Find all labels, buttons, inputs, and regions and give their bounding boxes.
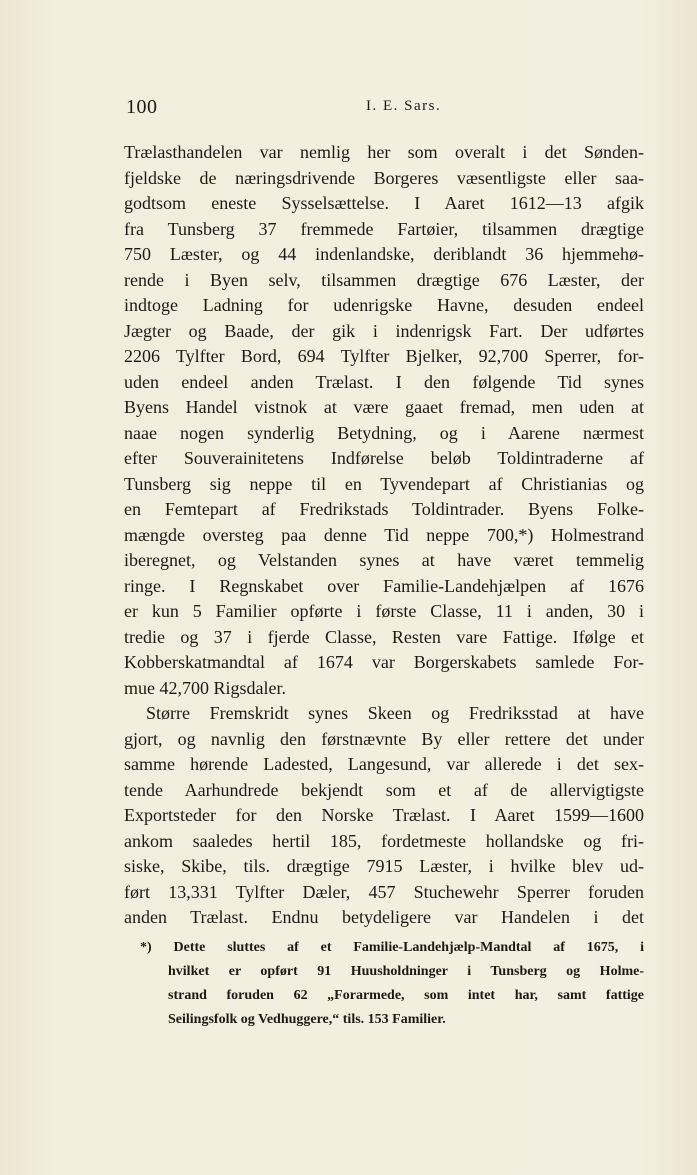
- text-line: tredie og 37 i fjerde Classe, Resten vare Fattige. Ifølge et: [124, 626, 644, 647]
- running-head: I. E. Sars.: [366, 98, 442, 114]
- text-line: Byens Handel vistnok at være gaaet fremad, men uden at: [124, 397, 644, 417]
- footnote-line: Seilingsfolk og Vedhuggere,“ tils. 153 Familier.: [168, 1012, 446, 1027]
- text-line: efter Souverainitetens Indførelse beløb Toldintraderne af: [124, 448, 644, 468]
- footnote-line: *) Dette sluttes af et Familie-Landehjælp-Mandtal af 1675, i: [140, 940, 644, 955]
- text-line: 2206 Tylfter Bord, 694 Tylfter Bjelker, 92,700 Sperrer, for-: [124, 346, 644, 366]
- text-line: Trælasthandelen var nemlig her som overalt i det Sønden-: [124, 142, 644, 162]
- text-line: Kobberskatmandtal af 1674 var Borgerskabets samlede For-: [124, 652, 644, 672]
- text-line: ringe. I Regnskabet over Familie-Landehjælpen af 1676: [124, 575, 644, 596]
- text-line: ankom saaledes hertil 185, fordetmeste hollandske og fri-: [124, 830, 644, 851]
- page-number: 100: [126, 96, 158, 118]
- text-line: Jægter og Baade, der gik i indenrigsk Fart. Der udførtes: [124, 320, 644, 341]
- text-line: gjort, og navnlig den førstnævnte By eller rettere det under: [124, 728, 644, 749]
- text-line: er kun 5 Familier opførte i første Classe, 11 i anden, 30 i: [124, 601, 644, 621]
- text-line: naae nogen synderlig Betydning, og i Aarene nærmest: [124, 422, 644, 443]
- page-header: [126, 96, 646, 122]
- footnote-line: hvilket er opført 91 Huusholdninger i Tunsberg og Holme-: [168, 964, 644, 979]
- text-line: mængde oversteg paa denne Tid neppe 700,*) Holmestrand: [124, 524, 644, 545]
- text-line: ført 13,331 Tylfter Dæler, 457 Stuchewehr Sperrer foruden: [124, 881, 644, 902]
- paragraph-start-line: Større Fremskridt synes Skeen og Fredriksstad at have: [146, 703, 644, 723]
- text-line: rende i Byen selv, tilsammen drægtige 676 Læster, der: [124, 269, 644, 290]
- text-line: Tunsberg sig neppe til en Tyvendepart af Christianias og: [124, 473, 644, 494]
- text-line: indtoge Ladning for udenrigske Havne, desuden endeel: [124, 295, 644, 315]
- footnote: [140, 936, 644, 1032]
- text-line: siske, Skibe, tils. drægtige 7915 Læster, i hvilke blev ud-: [124, 856, 644, 876]
- footnote-line: strand foruden 62 „Forarmede, som intet har, samt fattige: [168, 988, 644, 1003]
- text-line: tende Aarhundrede bekjendt som et af de allervigtigste: [124, 779, 644, 800]
- text-line: fjeldske de næringsdrivende Borgeres væsentligste eller saa-: [124, 167, 644, 188]
- text-line: iberegnet, og Velstanden synes at have været temmelig: [124, 550, 644, 570]
- paragraph-end-line: mue 42,700 Rigsdaler.: [124, 677, 286, 698]
- text-line: Exportsteder for den Norske Trælast. I Aaret 1599—1600: [124, 805, 644, 825]
- text-line: godtsom eneste Sysselsættelse. I Aaret 1612—13 afgik: [124, 193, 644, 213]
- text-line: samme hørende Ladested, Langesund, var allerede i det sex-: [124, 754, 644, 774]
- text-line: en Femtepart af Fredrikstads Toldintrader. Byens Folke-: [124, 499, 644, 519]
- text-line: anden Trælast. Endnu betydeligere var Handelen i det: [124, 907, 644, 927]
- text-line: fra Tunsberg 37 fremmede Fartøier, tilsammen drægtige: [124, 218, 644, 239]
- text-line: 750 Læster, og 44 indenlandske, deriblandt 36 hjemmehø-: [124, 244, 644, 264]
- text-line: uden endeel anden Trælast. I den følgende Tid synes: [124, 371, 644, 392]
- body-text: [124, 140, 644, 931]
